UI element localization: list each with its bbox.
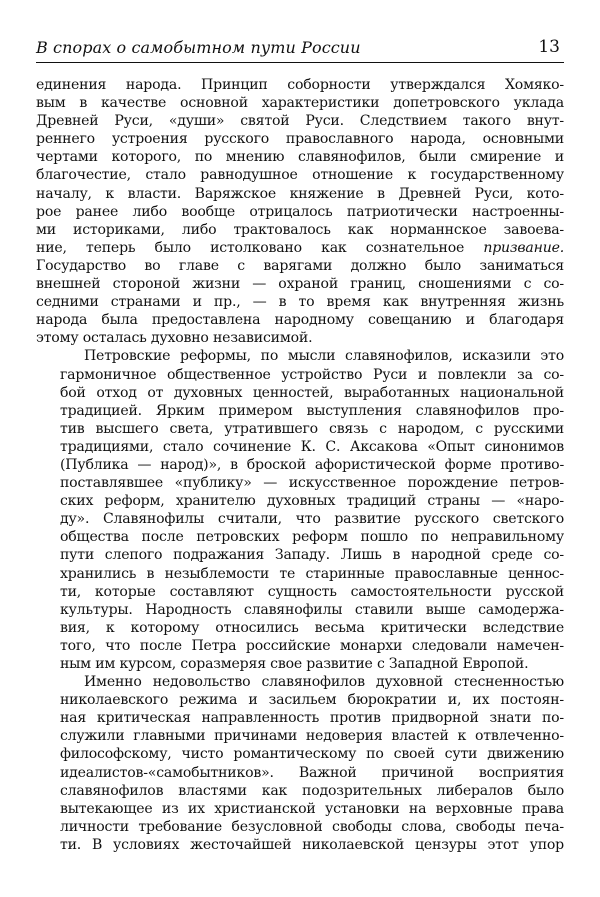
text-line: вия, к которому относились весьма критически вследствие xyxy=(59,619,564,636)
text-line: этому осталась духовно независимой. xyxy=(36,330,313,347)
text-line: хранились в незыблемости те старинные православные ценнос- xyxy=(59,565,564,582)
text-line: Древней Руси, «души» святой Руси. Следствием такого внут- xyxy=(36,113,564,130)
text-line: ских реформ, хранителю духовных традиций страны — «наро- xyxy=(59,493,564,510)
paragraph-3 xyxy=(36,673,564,854)
text-line: Именно недовольство славянофилов духовной стесненностью xyxy=(83,674,564,691)
body-text xyxy=(36,76,564,854)
text-line: общества после петровских реформ пошло по неправильному xyxy=(59,529,564,546)
text-line: тив высшего света, утратившего связь с народом, с русскими xyxy=(59,420,564,437)
text-line: традициями, стало сочинение К. С. Аксакова «Опыт синонимов xyxy=(59,438,564,455)
text-line: поставлявшее «публику» — искусственное порождение петров- xyxy=(59,475,564,492)
text-line: единения народа. Принцип соборности утверждался Хомяко- xyxy=(36,77,564,93)
text-line-start: ние, теперь было истолковано как сознательное xyxy=(36,239,465,256)
text-line: традицией. Ярким примером выступления славянофилов про- xyxy=(59,402,564,419)
text-line: ти. В условиях жесточайшей николаевской цензуры этот упор xyxy=(59,836,564,853)
text-line: ным им курсом, соразмеряя свое развитие с Западной Европой. xyxy=(59,656,529,672)
text-line: вытекающее из их христианской установки на верховные права xyxy=(59,800,564,817)
text-line: ная критическая направленность против придворной знати по- xyxy=(59,710,564,727)
text-line: внешней стороной жизни — охраной границ, сношениями с со- xyxy=(36,276,564,293)
paragraph-2 xyxy=(36,347,564,673)
text-line: ми историками, либо трактовалось как норманнское завоева- xyxy=(36,221,564,238)
page-header xyxy=(36,32,564,63)
text-line-with-italic xyxy=(36,239,564,257)
text-line: реннего устроения русского православного народа, основными xyxy=(36,131,564,148)
text-line: того, что после Петра российские монархи следовали намечен- xyxy=(59,637,564,654)
text-line: личности требование безусловной свободы слова, свободы печа- xyxy=(59,818,564,835)
text-line: чертами которого, по мнению славянофилов, были смирение и xyxy=(36,149,564,166)
text-line: пути слепого подражания Западу. Лишь в народной среде со- xyxy=(59,547,564,564)
text-line: николаевского режима и засильем бюрократии и, их постоян- xyxy=(59,692,564,709)
page-number: 13 xyxy=(538,37,560,57)
text-line: славянофилов властями как подозрительных либералов было xyxy=(59,782,564,799)
text-line: благочестие, стало равнодушное отношение к государственному xyxy=(36,167,564,184)
text-line: философскому, чисто романтическому по своей сути движению xyxy=(59,746,564,763)
text-line: седними странами и пр., — в то время как внутренняя жизнь xyxy=(36,294,564,311)
text-line: бой отход от духовных ценностей, выработанных национальной xyxy=(59,384,564,401)
text-line: культуры. Народность славянофилы ставили выше самодержа- xyxy=(59,601,564,618)
text-line: ти, которые составляют сущность самостоятельности русской xyxy=(59,583,564,600)
text-line: Петровские реформы, по мысли славянофилов, исказили это xyxy=(83,348,564,365)
text-line: народа была предоставлена народному совещанию и благодаря xyxy=(36,312,564,329)
running-title: В спорах о самобытном пути России xyxy=(36,38,361,57)
text-line: рое ранее либо вообще отрицалось патриотически настроенны- xyxy=(36,203,564,220)
italic-word: призвание. xyxy=(483,239,564,256)
text-line: Государство во главе с варягами должно было заниматься xyxy=(36,257,564,274)
paragraph-1 xyxy=(36,76,564,347)
text-line: вым в качестве основной характеристики допетровского уклада xyxy=(36,95,564,112)
text-line: идеалистов-«самобытников». Важной причиной восприятия xyxy=(59,764,564,781)
text-line: (Публика — народ)», в броской афористической форме противо- xyxy=(59,456,564,473)
text-line: гармоничное общественное устройство Руси и повлекли за со- xyxy=(59,366,564,383)
text-line: ду». Славянофилы считали, что развитие русского светского xyxy=(59,511,564,528)
text-line: началу, к власти. Варяжское княжение в Древней Руси, кото- xyxy=(36,185,564,202)
text-line: служили главными причинами недоверия властей к отвлеченно- xyxy=(59,728,564,745)
